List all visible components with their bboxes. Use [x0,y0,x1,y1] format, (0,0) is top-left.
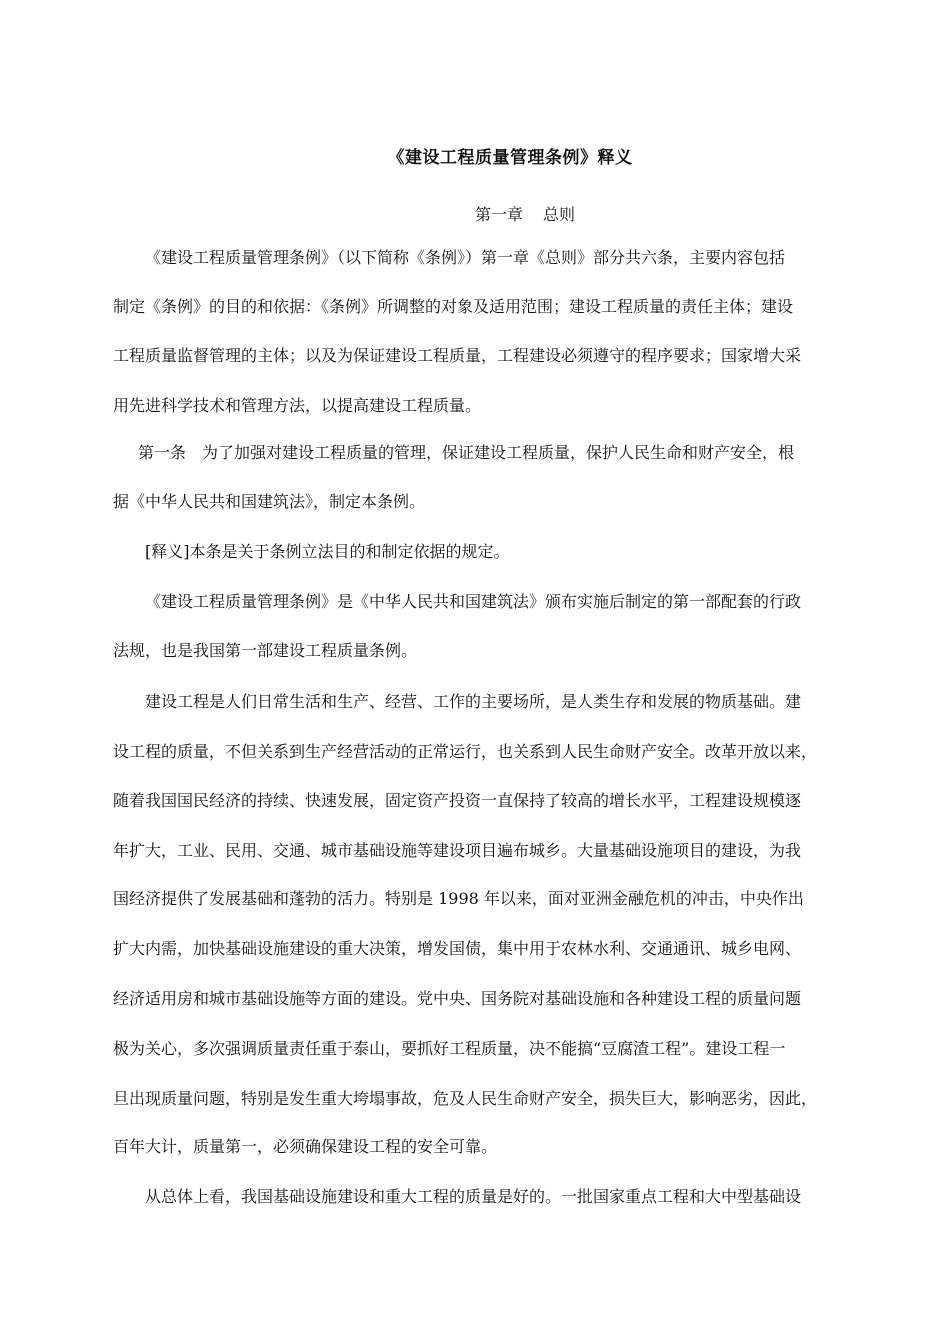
chapter-name: 总则 [543,205,576,224]
paragraph-line: 旦出现质量问题，特别是发生重大垮塌事故，危及人民生命财产安全，损失巨大，影响恶劣，因此， [113,1089,818,1108]
paragraph-line: 《建设工程质量管理条例》是《中华人民共和国建筑法》颁布实施后制定的第一部配套的行政 [145,592,802,611]
chapter-number: 第一章 [474,205,523,224]
interpretation-line: [释义]本条是关于条例立法目的和制定依据的规定。 [145,542,510,561]
paragraph-line: 设工程的质量，不但关系到生产经营活动的正常运行，也关系到人民生命财产安全。改革开放以来， [113,742,818,761]
paragraph-line: 百年大计，质量第一，必须确保建设工程的安全可靠。 [113,1137,498,1156]
paragraph-line: 极为关心，多次强调质量责任重于泰山，要抓好工程质量，决不能搞“豆腐渣工程”。建设工程一 [113,1039,786,1058]
chapter-heading [0,202,950,225]
paragraph-line: 《建设工程质量管理条例》（以下简称《条例》）第一章《总则》部分共六条，主要内容包括 [145,248,786,267]
paragraph-line: 年扩大，工业、民用、交通、城市基础设施等建设项目遍布城乡。大量基础设施项目的建设，为我 [113,841,802,860]
paragraph-line: 国经济提供了发展基础和蓬勃的活力。特别是 1998 年以来，面对亚洲金融危机的冲击，中央作出 [113,889,804,908]
document-title: 《建设工程质量管理条例》释义 [387,148,633,168]
paragraph-line: 建设工程是人们日常生活和生产、经营、工作的主要场所，是人类生存和发展的物质基础。建 [145,692,802,711]
paragraph-line: 用先进科学技术和管理方法，以提高建设工程质量。 [113,396,482,415]
paragraph-line: 法规，也是我国第一部建设工程质量条例。 [113,641,418,660]
paragraph-line: 随着我国国民经济的持续、快速发展，固定资产投资一直保持了较高的增长水平，工程建设规模逐 [113,791,802,810]
paragraph-line: 工程质量监督管理的主体；以及为保证建设工程质量，工程建设必须遵守的程序要求；国家增大采 [113,346,802,365]
article-line: 据《中华人民共和国建筑法》，制定本条例。 [113,492,426,511]
article-line: 第一条 为了加强对建设工程质量的管理，保证建设工程质量，保护人民生命和财产安全，根 [138,443,795,462]
paragraph-line: 从总体上看，我国基础设施建设和重大工程的质量是好的。一批国家重点工程和大中型基础设 [145,1187,802,1206]
paragraph-line: 经济适用房和城市基础设施等方面的建设。党中央、国务院对基础设施和各种建设工程的质量问题 [113,989,802,1008]
paragraph-line: 扩大内需，加快基础设施建设的重大决策，增发国债，集中用于农林水利、交通通讯、城乡电网、 [113,939,802,958]
paragraph-line: 制定《条例》的目的和依据：《条例》所调整的对象及适用范围；建设工程质量的责任主体；建设 [113,297,794,316]
